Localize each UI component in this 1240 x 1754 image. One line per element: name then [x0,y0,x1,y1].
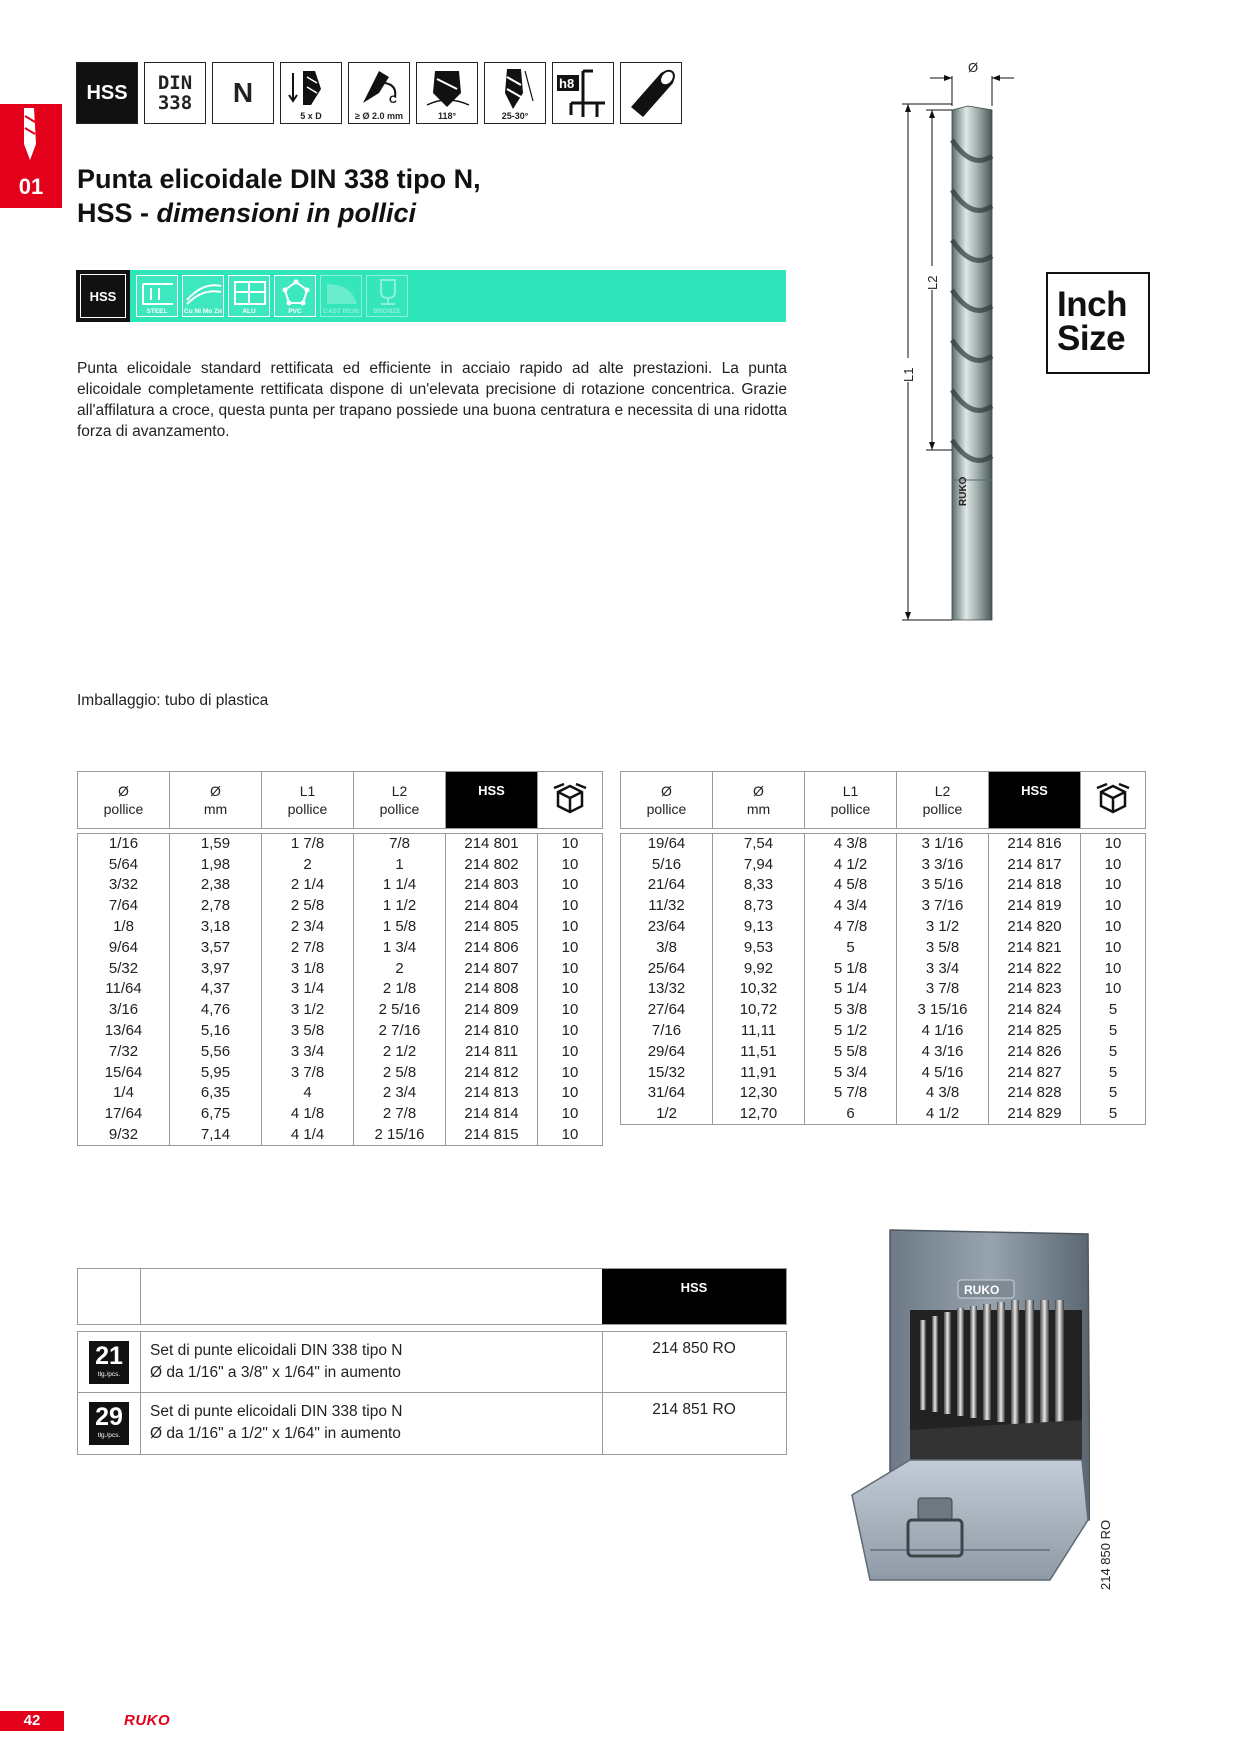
steel-icon: STEEL [136,275,178,317]
l1-label: L1 [901,367,916,382]
dia-mm-cell: 8,33 [713,875,805,896]
pack-qty-cell: 10 [538,1000,603,1021]
l1-cell: 3 1/4 [262,979,354,1000]
pack-qty-cell: 10 [1081,937,1146,958]
pack-qty-cell: 5 [1081,1062,1146,1083]
l2-cell: 2 7/16 [354,1021,446,1042]
cu-ni-mo-zn-icon: Cu Ni Mo Zn [182,275,224,317]
header-l1: L1 pollice [805,772,897,829]
l2-cell: 3 5/8 [897,937,989,958]
l1-cell: 5 1/4 [805,979,897,1000]
l1-cell: 4 1/8 [262,1104,354,1125]
dia-mm-cell: 1,98 [170,854,262,875]
sets-header-row [77,1268,787,1325]
pack-qty-cell: 10 [538,1104,603,1125]
table-row [78,1104,603,1125]
dia-mm-cell: 3,57 [170,937,262,958]
dia-inch-cell: 27/64 [621,1000,713,1021]
l1-cell: 3 5/8 [262,1021,354,1042]
l2-cell: 3 3/16 [897,854,989,875]
l1-cell: 4 3/8 [805,834,897,855]
l2-cell: 2 3/4 [354,1083,446,1104]
inch-size-badge: Inch Size [1046,272,1150,374]
pack-qty-cell: 10 [1081,979,1146,1000]
l1-cell: 5 5/8 [805,1041,897,1062]
dia-mm-cell: 2,38 [170,875,262,896]
dia-inch-cell: 29/64 [621,1041,713,1062]
article-code-cell: 214 829 [989,1104,1081,1125]
dia-inch-cell: 7/64 [78,896,170,917]
pack-qty-cell: 10 [1081,834,1146,855]
dia-inch-cell: 19/64 [621,834,713,855]
article-code-cell: 214 818 [989,875,1081,896]
article-code-cell: 214 822 [989,958,1081,979]
dia-mm-cell: 8,73 [713,896,805,917]
header-dia-mm: Ø mm [170,772,262,829]
dia-mm-cell: 5,56 [170,1041,262,1062]
bronze-icon: BRONZE [366,275,408,317]
dia-mm-cell: 6,35 [170,1083,262,1104]
page-number: 42 [0,1711,64,1731]
article-code-cell: 214 807 [446,958,538,979]
l1-cell: 5 1/2 [805,1021,897,1042]
cylindrical-shank-icon [620,62,682,124]
l2-cell: 4 1/2 [897,1104,989,1125]
l1-cell: 4 1/4 [262,1125,354,1146]
article-code-cell: 214 815 [446,1125,538,1146]
article-code-cell: 214 824 [989,1000,1081,1021]
table-row [621,896,1146,917]
dia-mm-cell: 11,11 [713,1021,805,1042]
table-row [621,1104,1146,1125]
l2-cell: 3 5/16 [897,875,989,896]
dia-mm-cell: 7,14 [170,1125,262,1146]
article-code-cell: 214 805 [446,917,538,938]
chapter-tab [0,104,62,208]
tolerance-h8-icon [552,62,614,124]
l2-cell: 3 3/4 [897,958,989,979]
table-row [78,896,603,917]
article-code-cell: 214 828 [989,1083,1081,1104]
l1-cell: 2 [262,854,354,875]
l2-cell: 2 1/8 [354,979,446,1000]
article-code-cell: 214 813 [446,1083,538,1104]
page-title: Punta elicoidale DIN 338 tipo N, HSS - dimensioni in pollici [77,164,481,228]
dia-mm-cell: 11,51 [713,1041,805,1062]
table-row [78,937,603,958]
article-code-cell: 214 804 [446,896,538,917]
pack-qty-cell: 10 [538,917,603,938]
pvc-icon: PVC [274,275,316,317]
l2-cell: 4 5/16 [897,1062,989,1083]
pack-qty-cell: 5 [1081,1021,1146,1042]
pack-qty-cell: 10 [538,1041,603,1062]
l2-cell: 2 5/8 [354,1062,446,1083]
table-row [621,979,1146,1000]
tolerance-label: h8 [559,76,575,91]
l2-cell: 4 1/16 [897,1021,989,1042]
dia-mm-cell: 1,59 [170,834,262,855]
sizes-table-left [77,771,603,1146]
din-standard-icon: DIN 338 [144,62,206,124]
pack-qty-cell: 10 [1081,958,1146,979]
l1-cell: 5 [805,937,897,958]
pack-qty-cell: 10 [538,854,603,875]
sets-header-hss: HSS [602,1269,786,1324]
table-row [78,917,603,938]
header-hss: HSS [446,772,538,829]
l1-cell: 5 3/8 [805,1000,897,1021]
table-row [78,875,603,896]
article-code-cell: 214 810 [446,1021,538,1042]
table-row [78,1083,603,1104]
table-row [78,1041,603,1062]
dia-inch-cell: 1/8 [78,917,170,938]
dia-mm-cell: 7,54 [713,834,805,855]
pack-qty-cell: 10 [1081,854,1146,875]
table-row [78,1125,603,1146]
article-code-cell: 214 826 [989,1041,1081,1062]
l1-cell: 5 7/8 [805,1083,897,1104]
pack-qty-cell: 5 [1081,1104,1146,1125]
dia-mm-cell: 9,92 [713,958,805,979]
dia-mm-cell: 10,72 [713,1000,805,1021]
diameter-label: Ø [968,60,979,75]
dia-inch-cell: 1/4 [78,1083,170,1104]
dia-inch-cell: 5/64 [78,854,170,875]
dia-inch-cell: 11/32 [621,896,713,917]
case-brand: RUKO [964,1283,1000,1297]
l2-cell: 2 1/2 [354,1041,446,1062]
dia-mm-cell: 11,91 [713,1062,805,1083]
header-dia-inch: Ø pollice [621,772,713,829]
l1-cell: 3 3/4 [262,1041,354,1062]
article-code-cell: 214 809 [446,1000,538,1021]
dia-mm-cell: 10,32 [713,979,805,1000]
dia-mm-cell: 3,97 [170,958,262,979]
table-row [621,834,1146,855]
l1-cell: 2 5/8 [262,896,354,917]
length-ratio-icon: 5 x D [280,62,342,124]
dia-inch-cell: 23/64 [621,917,713,938]
helix-angle-icon: 25-30° [484,62,546,124]
article-code-cell: 214 827 [989,1062,1081,1083]
table-row [621,1000,1146,1021]
hss-badge: HSS [76,62,138,124]
table-row [78,854,603,875]
article-code-cell: 214 816 [989,834,1081,855]
pack-qty-cell: 10 [538,896,603,917]
pack-qty-cell: 5 [1081,1000,1146,1021]
l2-cell: 1 1/2 [354,896,446,917]
dia-mm-cell: 4,76 [170,1000,262,1021]
article-code-cell: 214 823 [989,979,1081,1000]
article-code-cell: 214 808 [446,979,538,1000]
dia-mm-cell: 6,75 [170,1104,262,1125]
table-row [78,834,603,855]
pack-qty-cell: 10 [1081,917,1146,938]
dia-inch-cell: 3/32 [78,875,170,896]
l2-cell: 4 3/8 [897,1083,989,1104]
article-code-cell: 214 817 [989,854,1081,875]
article-code-cell: 214 801 [446,834,538,855]
header-l1: L1 pollice [262,772,354,829]
dia-mm-cell: 5,16 [170,1021,262,1042]
article-code-cell: 214 811 [446,1041,538,1062]
header-dia-mm: Ø mm [713,772,805,829]
package-quantity-icon [538,772,603,829]
sizes-table-right [620,771,1146,1125]
set-description: Set di punte elicoidali DIN 338 tipo N Ø da 1/16" a 1/2" x 1/64" in aumento [150,1403,403,1442]
pack-qty-cell: 5 [1081,1083,1146,1104]
l1-cell: 2 7/8 [262,937,354,958]
l2-cell: 3 7/16 [897,896,989,917]
materials-bar [76,270,786,322]
pack-qty-cell: 10 [538,834,603,855]
dia-mm-cell: 3,18 [170,917,262,938]
pack-qty-cell: 10 [538,875,603,896]
dia-inch-cell: 15/64 [78,1062,170,1083]
cast-iron-icon: CAST IRON [320,275,362,317]
dia-mm-cell: 9,13 [713,917,805,938]
dia-inch-cell: 5/32 [78,958,170,979]
dia-inch-cell: 25/64 [621,958,713,979]
piece-count-badge: 29 tlg./pcs. [89,1402,129,1445]
l1-cell: 3 1/2 [262,1000,354,1021]
article-code-cell: 214 802 [446,854,538,875]
package-quantity-icon [1081,772,1146,829]
hss-material-badge: HSS [76,270,130,322]
dia-inch-cell: 11/64 [78,979,170,1000]
aluminium-icon: ALU [228,275,270,317]
table-row [621,1062,1146,1083]
set-description: Set di punte elicoidali DIN 338 tipo N Ø da 1/16" a 3/8" x 1/64" in aumento [150,1342,403,1381]
l1-cell: 4 3/4 [805,896,897,917]
l2-cell: 1 3/4 [354,937,446,958]
table-row [621,917,1146,938]
dia-inch-cell: 15/32 [621,1062,713,1083]
l2-cell: 4 3/16 [897,1041,989,1062]
pack-qty-cell: 5 [1081,1041,1146,1062]
l1-cell: 3 1/8 [262,958,354,979]
l1-cell: 5 3/4 [805,1062,897,1083]
table-row [78,1021,603,1042]
table-row [621,1021,1146,1042]
packaging-note: Imballaggio: tubo di plastica [77,692,269,709]
dia-mm-cell: 7,94 [713,854,805,875]
dia-inch-cell: 1/2 [621,1104,713,1125]
pack-qty-cell: 10 [1081,896,1146,917]
pack-qty-cell: 10 [538,958,603,979]
dia-inch-cell: 7/16 [621,1021,713,1042]
dia-inch-cell: 17/64 [78,1104,170,1125]
feature-icon-strip [76,62,682,124]
dia-mm-cell: 12,70 [713,1104,805,1125]
l2-cell: 3 15/16 [897,1000,989,1021]
set-row [77,1393,787,1455]
l1-cell: 1 7/8 [262,834,354,855]
dia-inch-cell: 5/16 [621,854,713,875]
article-code-cell: 214 821 [989,937,1081,958]
dia-mm-cell: 4,37 [170,979,262,1000]
pack-qty-cell: 10 [538,1062,603,1083]
l1-cell: 6 [805,1104,897,1125]
l1-cell: 2 1/4 [262,875,354,896]
pack-qty-cell: 10 [538,1083,603,1104]
l1-cell: 4 [262,1083,354,1104]
dia-mm-cell: 12,30 [713,1083,805,1104]
table-row [78,1000,603,1021]
dia-inch-cell: 13/32 [621,979,713,1000]
table-row [621,958,1146,979]
dia-inch-cell: 9/32 [78,1125,170,1146]
l1-cell: 4 7/8 [805,917,897,938]
dia-inch-cell: 1/16 [78,834,170,855]
dia-mm-cell: 2,78 [170,896,262,917]
l2-cell: 2 7/8 [354,1104,446,1125]
piece-count-badge: 21 tlg./pcs. [89,1341,129,1384]
dia-inch-cell: 7/32 [78,1041,170,1062]
l2-cell: 3 1/2 [897,917,989,938]
set-article-code: 214 850 RO [652,1340,736,1357]
header-l2: L2 pollice [354,772,446,829]
article-code-cell: 214 814 [446,1104,538,1125]
l1-cell: 4 5/8 [805,875,897,896]
table-row [621,1041,1146,1062]
table-row [621,875,1146,896]
l2-cell: 7/8 [354,834,446,855]
pack-qty-cell: 10 [1081,875,1146,896]
l2-cell: 2 15/16 [354,1125,446,1146]
article-code-cell: 214 803 [446,875,538,896]
article-code-cell: 214 820 [989,917,1081,938]
footer-brand-logo: RUKO [124,1712,171,1729]
tip-letter: C [389,94,397,106]
dia-inch-cell: 9/64 [78,937,170,958]
type-n-icon: N [212,62,274,124]
l2-cell: 1 [354,854,446,875]
table-row [78,1062,603,1083]
l2-cell: 1 1/4 [354,875,446,896]
pack-qty-cell: 10 [538,1021,603,1042]
dia-mm-cell: 5,95 [170,1062,262,1083]
table-row [621,937,1146,958]
article-code-cell: 214 806 [446,937,538,958]
drill-bit-icon [0,104,62,174]
dia-inch-cell: 21/64 [621,875,713,896]
dia-mm-cell: 9,53 [713,937,805,958]
article-code-cell: 214 825 [989,1021,1081,1042]
l1-cell: 5 1/8 [805,958,897,979]
header-l2: L2 pollice [897,772,989,829]
table-row [621,1083,1146,1104]
dia-inch-cell: 31/64 [621,1083,713,1104]
l1-cell: 4 1/2 [805,854,897,875]
drill-brand: RUKO [958,476,969,506]
l2-cell: 2 [354,958,446,979]
center-tip-icon: C ≥ Ø 2.0 mm [348,62,410,124]
table-row [621,854,1146,875]
l2-cell: 3 7/8 [897,979,989,1000]
pack-qty-cell: 10 [538,979,603,1000]
dia-inch-cell: 3/16 [78,1000,170,1021]
drill-dimension-drawing [900,60,1060,640]
l2-label: L2 [925,275,940,290]
dia-inch-cell: 13/64 [78,1021,170,1042]
table-row [78,979,603,1000]
drill-case-image [850,1220,1090,1600]
product-description: Punta elicoidale standard rettificata ed efficiente in acciaio rapido ad alte prestazioni. La punta elicoidale completamente rettificata dispone di un'elevata precisione di rotazione concentrica. Grazie all'affilatura a croce, questa punta per trapano possiede una buona centratura e necessita di una ridotta forza di avanzamento. [77,360,787,440]
l1-cell: 2 3/4 [262,917,354,938]
article-code-cell: 214 812 [446,1062,538,1083]
set-article-code: 214 851 RO [652,1401,736,1418]
set-row [77,1331,787,1393]
header-hss: HSS [989,772,1081,829]
header-dia-inch: Ø pollice [78,772,170,829]
dia-inch-cell: 3/8 [621,937,713,958]
case-article-code: 214 850 RO [1098,1519,1113,1590]
l2-cell: 1 5/8 [354,917,446,938]
chapter-number: 01 [18,174,44,199]
pack-qty-cell: 10 [538,1125,603,1146]
l2-cell: 2 5/16 [354,1000,446,1021]
table-row [78,958,603,979]
drill-sets-table [77,1268,787,1455]
l1-cell: 3 7/8 [262,1062,354,1083]
point-angle-icon: 118° [416,62,478,124]
article-code-cell: 214 819 [989,896,1081,917]
pack-qty-cell: 10 [538,937,603,958]
l2-cell: 3 1/16 [897,834,989,855]
